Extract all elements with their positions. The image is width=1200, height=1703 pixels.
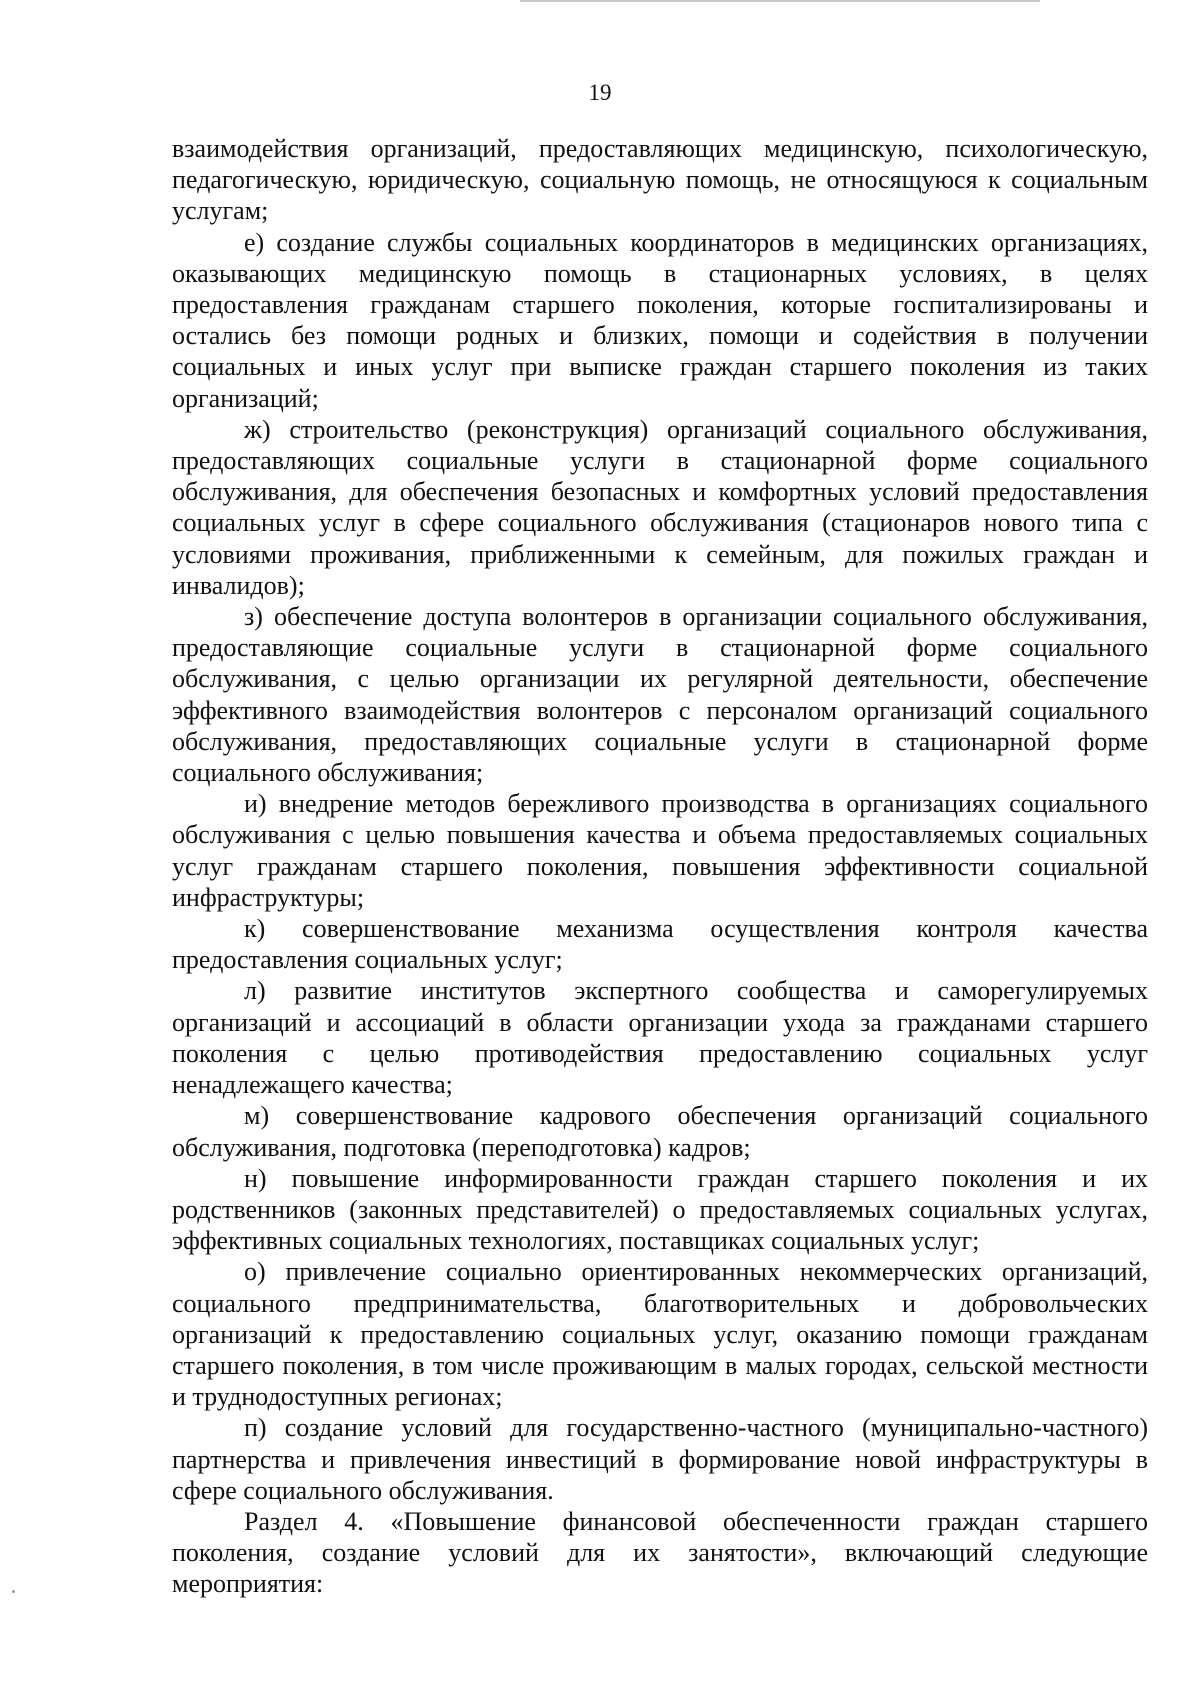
paragraph-continuation: взаимодействия организаций, предоставляющих медицинскую, психологическую, педагогическую, юридическую, социальную помощь, не относящуюся к социальным услугам; <box>172 134 1148 226</box>
paragraph-item-p: п) создание условий для государственно-частного (муниципально-частного) партнерства и привлечения инвестиций в формирование новой инфраструктуры в сфере социального обслуживания. <box>172 1413 1148 1505</box>
scan-speck <box>12 1590 15 1593</box>
paragraph-item-e: е) создание службы социальных координаторов в медицинских организациях, оказывающих медицинскую помощь в стационарных условиях, в целях предоставления гражданам старшего поколения, которые госпитализированы и остались без помощи родных и близких, помощи и содействия в получении социальных и иных услуг при выписке граждан старшего поколения из таких организаций; <box>172 227 1148 413</box>
paragraph-item-i: и) внедрение методов бережливого производства в организациях социального обслуживания с целью повышения качества и объема предоставляемых социальных услуг гражданам старшего поколения, повышения эффективности социальной инфраструктуры; <box>172 789 1148 912</box>
document-body <box>172 133 1148 1600</box>
paragraph-item-n: н) повышение информированности граждан старшего поколения и их родственников (законных представителей) о предоставляемых социальных услугах, эффективных социальных технологиях, поставщиках социальных услуг; <box>172 1163 1148 1256</box>
paragraph-item-z: з) обеспечение доступа волонтеров в организации социального обслуживания, предоставляющие социальные услуги в стационарной форме социального обслуживания, с целью организации их регулярной деятельности, обеспечение эффективного взаимодействия волонтеров с персоналом организаций социального обслуживания, предоставляющих социальные услуги в стационарной форме социального обслуживания; <box>172 602 1148 788</box>
paragraph-item-o: о) привлечение социально ориентированных некоммерческих организаций, социального предпринимательства, благотворительных и добровольческих организаций к предоставлению социальных услуг, оказанию помощи гражданам старшего поколения, в том числе проживающим в малых городах, сельской местности и труднодоступных регионах; <box>172 1257 1148 1412</box>
paragraph-item-k: к) совершенствование механизма осуществления контроля качества предоставления социальных услуг; <box>172 914 1148 975</box>
scan-edge-line <box>520 0 1040 2</box>
paragraph-item-zh: ж) строительство (реконструкция) организаций социального обслуживания, предоставляющих социальные услуги в стационарной форме социального обслуживания, для обеспечения безопасных и комфортных условий предоставления социальных услуг в сфере социального обслуживания (стационаров нового типа с условиями проживания, приближенными к семейным, для пожилых граждан и инвалидов); <box>172 414 1148 600</box>
page-number: 19 <box>588 80 612 105</box>
paragraph-section-4: Раздел 4. «Повышение финансовой обеспеченности граждан старшего поколения, создание условий для их занятости», включающий следующие мероприятия: <box>172 1506 1148 1599</box>
paragraph-item-l: л) развитие институтов экспертного сообщества и саморегулируемых организаций и ассоциаций в области организации ухода за гражданами старшего поколения с целью противодействия предоставлению социальных услуг ненадлежащего качества; <box>172 976 1148 1100</box>
paragraph-item-m: м) совершенствование кадрового обеспечения организаций социального обслуживания, подготовка (переподготовка) кадров; <box>172 1101 1148 1162</box>
